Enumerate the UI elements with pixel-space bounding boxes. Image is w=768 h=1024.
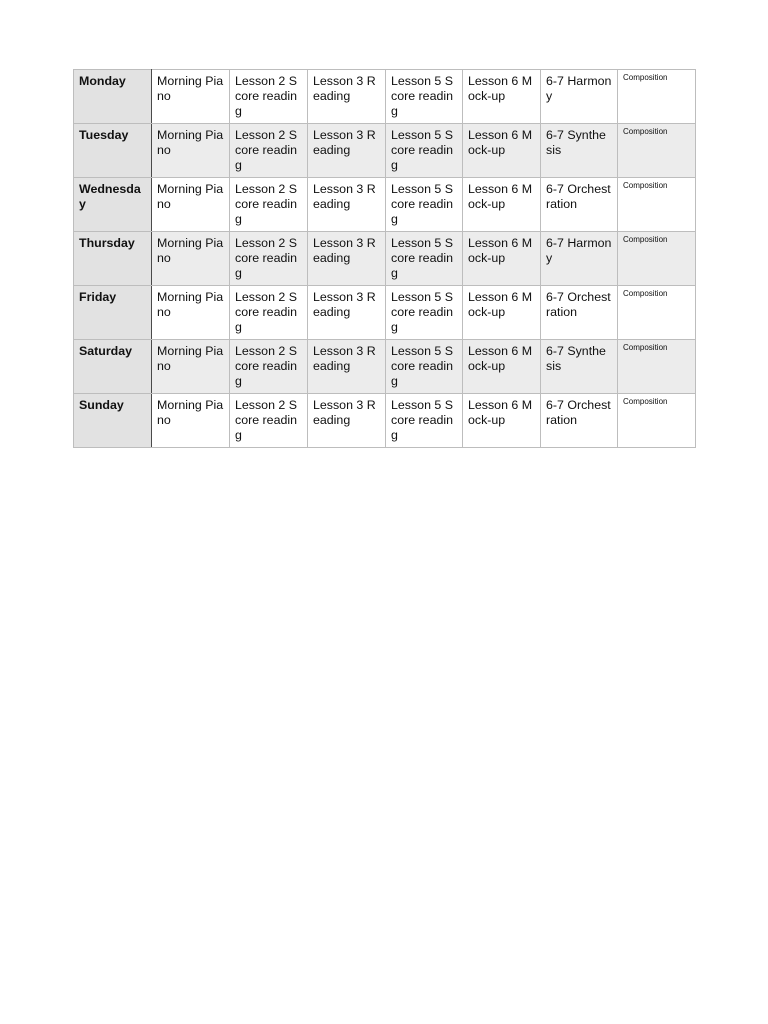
table-cell: Composition [618, 232, 696, 286]
table-cell: Lesson 6 Mock-up [463, 70, 541, 124]
table-cell: Lesson 5 Score reading [386, 70, 463, 124]
table-cell: Lesson 5 Score reading [386, 178, 463, 232]
table-cell: Composition [618, 286, 696, 340]
table-cell: 6-7 Harmony [541, 70, 618, 124]
table-cell: Morning Piano [152, 70, 230, 124]
table-cell: Morning Piano [152, 340, 230, 394]
table-cell: 6-7 Synthesis [541, 124, 618, 178]
table-cell: Lesson 2 Score reading [230, 394, 308, 448]
table-row [74, 340, 696, 394]
table-row [74, 232, 696, 286]
table-cell: Composition [618, 178, 696, 232]
table-row [74, 394, 696, 448]
day-cell: Friday [74, 286, 152, 340]
table-cell: Lesson 3 Reading [308, 340, 386, 394]
table-cell: Lesson 5 Score reading [386, 394, 463, 448]
table-row [74, 286, 696, 340]
table-cell: Morning Piano [152, 286, 230, 340]
table-row [74, 178, 696, 232]
table-cell: 6-7 Synthesis [541, 340, 618, 394]
table-cell: Lesson 3 Reading [308, 286, 386, 340]
table-cell: Lesson 6 Mock-up [463, 232, 541, 286]
table-cell: Morning Piano [152, 394, 230, 448]
table-cell: Composition [618, 124, 696, 178]
table-cell: Lesson 6 Mock-up [463, 178, 541, 232]
table-cell: Morning Piano [152, 232, 230, 286]
table-cell: Lesson 5 Score reading [386, 340, 463, 394]
day-cell: Tuesday [74, 124, 152, 178]
table-cell: Lesson 2 Score reading [230, 124, 308, 178]
table-cell: Lesson 5 Score reading [386, 232, 463, 286]
day-cell: Sunday [74, 394, 152, 448]
table-cell: Lesson 6 Mock-up [463, 340, 541, 394]
table-cell: Lesson 2 Score reading [230, 232, 308, 286]
table-cell: Lesson 2 Score reading [230, 286, 308, 340]
table-row [74, 70, 696, 124]
table-cell: Lesson 2 Score reading [230, 70, 308, 124]
table-cell: Lesson 3 Reading [308, 394, 386, 448]
table-row [74, 124, 696, 178]
table-cell: 6-7 Orchestration [541, 286, 618, 340]
table-cell: Lesson 3 Reading [308, 70, 386, 124]
table-cell: Morning Piano [152, 124, 230, 178]
table-cell: Lesson 6 Mock-up [463, 124, 541, 178]
table-cell: Lesson 5 Score reading [386, 286, 463, 340]
day-cell: Saturday [74, 340, 152, 394]
table-cell: 6-7 Orchestration [541, 178, 618, 232]
table-cell: 6-7 Harmony [541, 232, 618, 286]
table-cell: Composition [618, 340, 696, 394]
day-cell: Thursday [74, 232, 152, 286]
weekly-schedule-table [73, 69, 696, 448]
table-cell: Composition [618, 394, 696, 448]
table-cell: Lesson 2 Score reading [230, 340, 308, 394]
day-cell: Wednesday [74, 178, 152, 232]
table-cell: Lesson 6 Mock-up [463, 286, 541, 340]
table-cell: Composition [618, 70, 696, 124]
table-cell: Lesson 5 Score reading [386, 124, 463, 178]
table-cell: 6-7 Orchestration [541, 394, 618, 448]
table-cell: Lesson 3 Reading [308, 124, 386, 178]
table-cell: Lesson 3 Reading [308, 232, 386, 286]
table-cell: Lesson 2 Score reading [230, 178, 308, 232]
table-cell: Lesson 6 Mock-up [463, 394, 541, 448]
table-cell: Morning Piano [152, 178, 230, 232]
day-cell: Monday [74, 70, 152, 124]
table-cell: Lesson 3 Reading [308, 178, 386, 232]
